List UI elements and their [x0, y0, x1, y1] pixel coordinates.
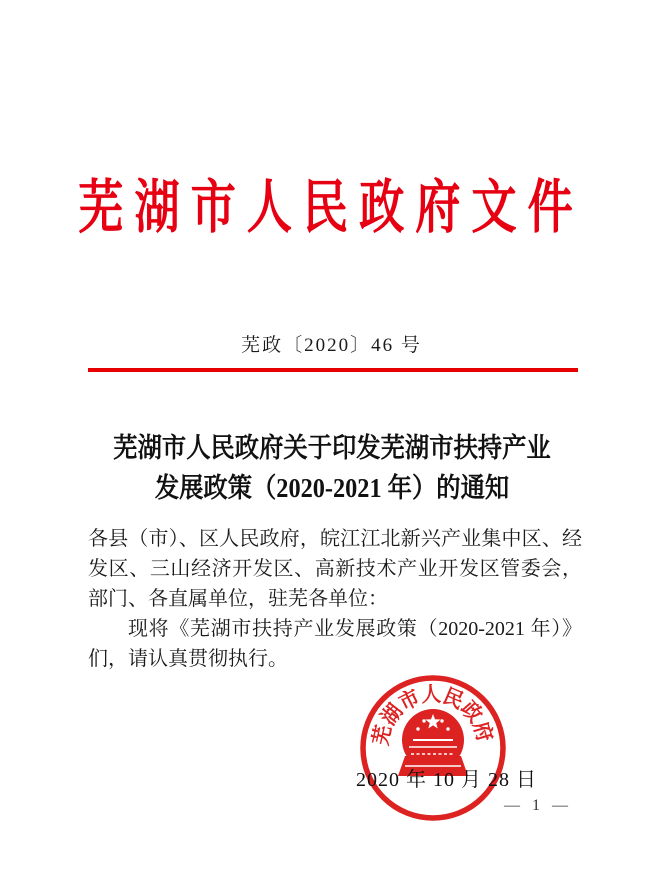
- doc-number: 芜政〔2020〕46 号: [241, 335, 422, 356]
- body-line: 发区、三山经济开发区、高新技术产业开发区管委会，: [88, 558, 582, 580]
- doc-title-lines: [113, 428, 550, 508]
- doc-title-line2: 发展政策（2020-2021 年）的通知: [154, 473, 509, 503]
- doc-title-line1: 芜湖市人民政府关于印发芜湖市扶持产业: [112, 433, 551, 463]
- official-seal: [353, 668, 513, 828]
- body-line: 各县（市）、区人民政府，皖江江北新兴产业集中区、经: [88, 528, 582, 550]
- doc-title: [0, 428, 663, 508]
- doc-body: [88, 524, 582, 674]
- doc-date: 2020 年 10 月 28 日: [356, 769, 537, 791]
- body-line: 现将《芜湖市扶持产业发展政策（2020-2021 年）》: [128, 618, 582, 640]
- body-line: 们，请认真贯彻执行。: [88, 648, 288, 670]
- red-divider-line: [88, 368, 578, 372]
- letterhead-text: 芜湖市人民政府文件: [78, 175, 585, 240]
- body-line: 部门、各直属单位，驻芜各单位：: [88, 588, 388, 610]
- letterhead: [0, 176, 663, 240]
- page-number: — 1 —: [504, 797, 572, 814]
- seal-ring-text: 芜湖市人民政府: [368, 682, 498, 748]
